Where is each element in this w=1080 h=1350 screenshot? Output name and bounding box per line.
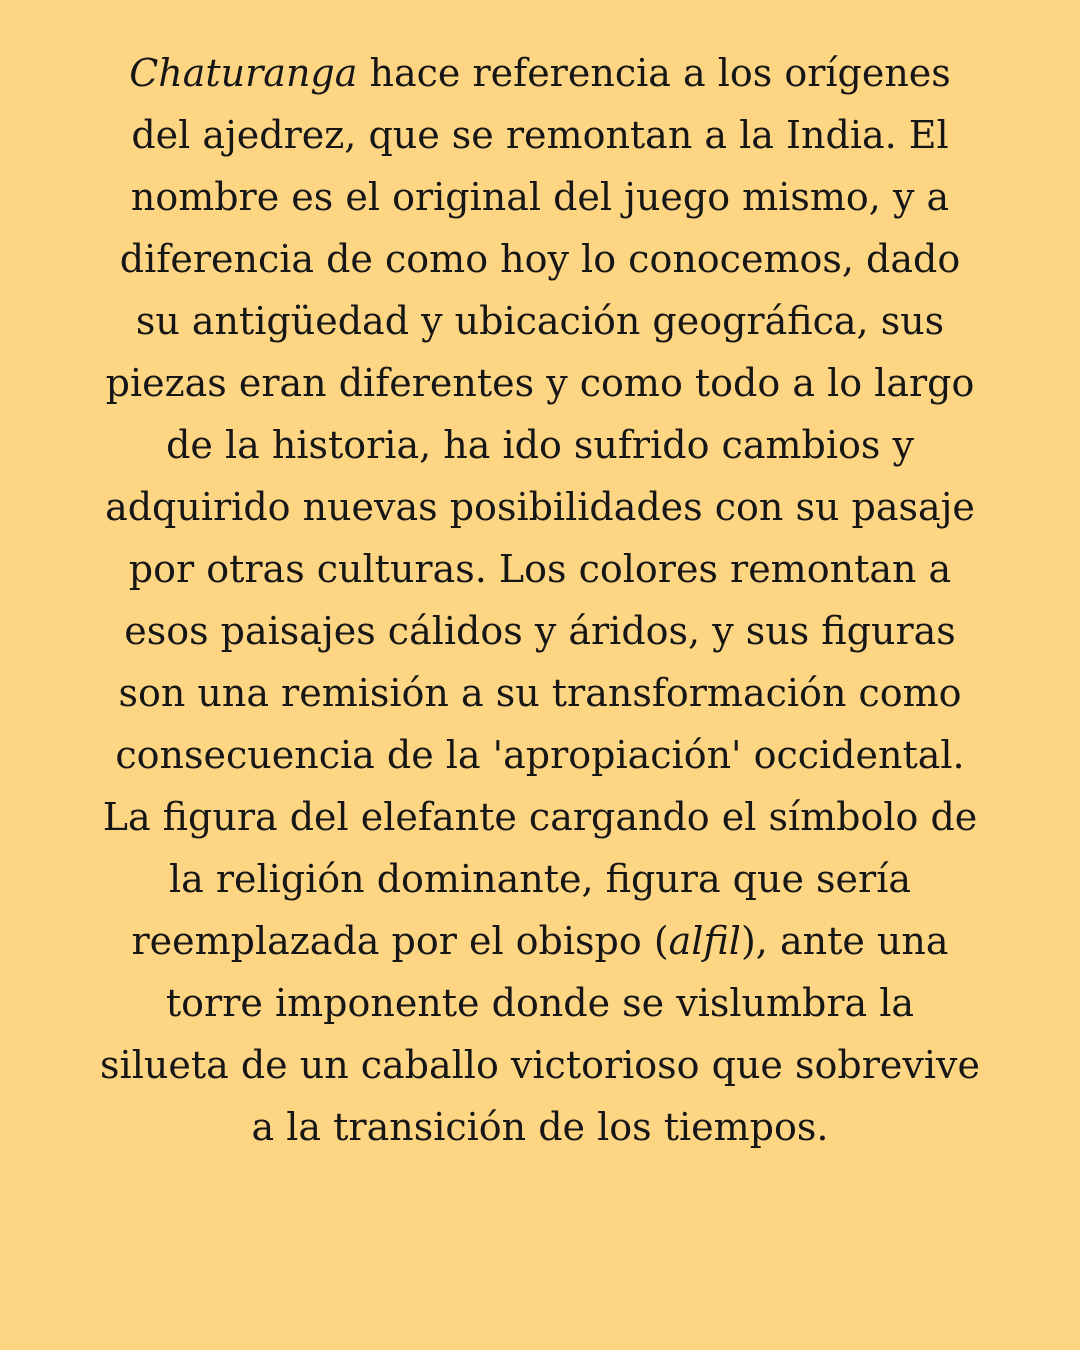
text-line-5: su antigüedad y ubicación geográfica, sus — [135, 299, 945, 343]
text-line-9: por otras culturas. Los colores remontan a — [128, 547, 952, 591]
text-line-13: La figura del elefante cargando el símbolo de — [102, 795, 978, 839]
text-line-12: consecuencia de la 'apropiación' occidental. — [115, 733, 965, 777]
text-line-4: diferencia de como hoy lo conocemos, dado — [119, 237, 961, 281]
text-line-1 — [40, 42, 1040, 104]
text-line-15-before: reemplazada por el obispo ( — [131, 919, 669, 963]
italic-term-alfil: alfil — [668, 919, 741, 963]
text-line-10: esos paisajes cálidos y áridos, y sus figuras — [124, 609, 956, 653]
text-line-14: la religión dominante, figura que sería — [168, 857, 912, 901]
text-line-15-after: ), ante una — [740, 919, 949, 963]
italic-term-chaturanga: Chaturanga — [129, 51, 358, 95]
body-paragraph — [40, 42, 1040, 1158]
text-line-16: torre imponente donde se vislumbra la — [165, 981, 915, 1025]
text-line-18: a la transición de los tiempos. — [251, 1105, 829, 1149]
text-line-3: nombre es el original del juego mismo, y a — [130, 175, 950, 219]
text-line-1-rest: hace referencia a los orígenes — [357, 51, 951, 95]
text-line-2: del ajedrez, que se remontan a la India. El — [131, 113, 949, 157]
text-line-7: de la historia, ha ido sufrido cambios y — [166, 423, 914, 467]
text-line-11: son una remisión a su transformación como — [118, 671, 962, 715]
text-line-15 — [40, 910, 1040, 972]
text-line-17: silueta de un caballo victorioso que sobrevive — [100, 1043, 980, 1087]
text-line-6: piezas eran diferentes y como todo a lo largo — [105, 361, 975, 405]
text-line-8: adquirido nuevas posibilidades con su pasaje — [105, 485, 975, 529]
